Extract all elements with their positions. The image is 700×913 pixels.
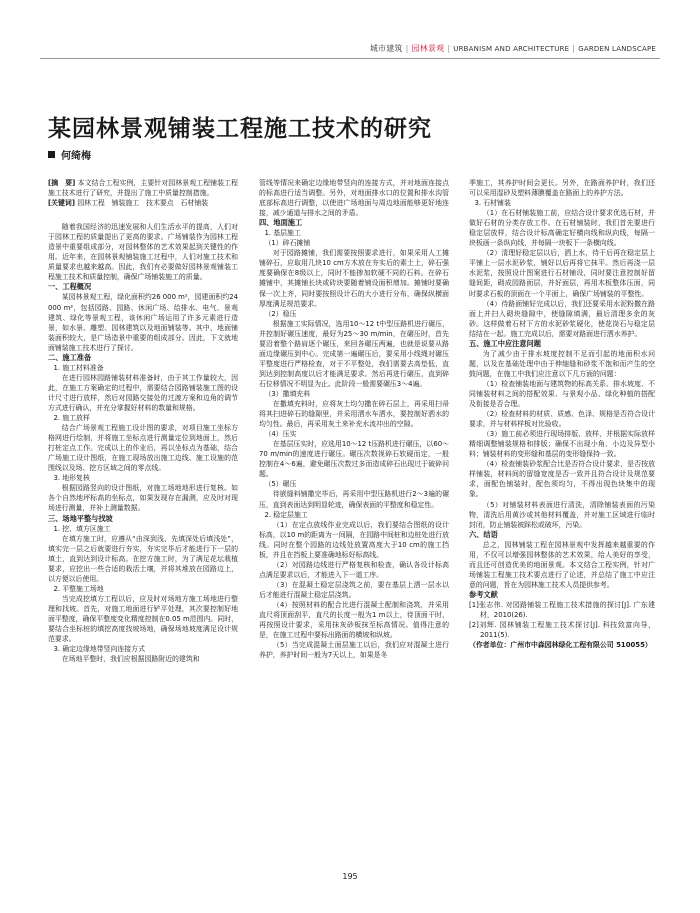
paragraph: （2）检查材料的材质、质感、色泽、规格是否符合设计要求，并与材料样板对比验收。 xyxy=(469,410,655,429)
subsection-heading: 3. 石材铺装 xyxy=(474,199,511,208)
column-1 xyxy=(48,178,238,868)
abstract-label: [摘 要] xyxy=(48,179,76,187)
paragraph: 在撒填充料时，应将灰土均匀撒在碎石层上，再采用扫帚将其扫进碎石的缝隙里，并采用洒水车洒水，要控制好洒水的均匀性。最后，再采用灰土来补充水流冲出的空隙。 xyxy=(259,400,449,429)
subsection-heading: （5）碾压 xyxy=(264,480,297,489)
reference-item: [1]张志伟. 对园路铺装工程施工技术措施的探讨[J]. 广东建材，2010(26). xyxy=(469,600,655,620)
author-name: 何绮梅 xyxy=(61,151,91,162)
section-heading: 六、结语 xyxy=(469,529,498,539)
subsection-heading: 3. 地形复核 xyxy=(53,474,90,483)
paragraph: 某园林景观工程，绿化面积约26 000 m²，园建面积约24 000 m²，包括园路、园路、休闲广场、给排水、电气、景观建筑、绿化等景观工程，该休闲广场运用了许多元素进行造景，如水景、雕塑、园林建筑以及地面铺装等。其中，地面铺装面积较大，是广场造景中重要的组成部分。因此，下文就地面铺装施工技术进行了探讨。 xyxy=(48,293,238,352)
subsection-heading: （1）碎石摊铺 xyxy=(264,239,311,248)
paragraph: （5）当完成混凝土面层施工以后，我们应对混凝土进行养护，养护时间一般为7天以上，如果是冬 xyxy=(259,641,449,660)
subsection-heading: 2. 稳定层施工 xyxy=(264,510,308,519)
paragraph: 在填方施工时，应遵从“由深到浅、先填深处后填浅处”，填实完一层之后就要进行夯实，夯实完毕后才能进行下一层的填土，直到达到设计标高。在挖方施工时，为了满足花坛栽植要求，应挖出一些合适的栽活土壤，并将其堆放在园路边上，以方便以后使用。 xyxy=(48,534,238,583)
article-title: 某园林景观铺装工程施工技术的研究 xyxy=(48,116,432,143)
paragraph: 随着我国经济的迅速发展和人们生活水平的提高，人们对于园林工程的质量提出了更高的要求。广场铺装作为园林工程造景中重要组成部分，对园林整体的艺术效果起到关键性的作用。近年来，在园林景观铺装施工过程中，人们对施工技术和质量要求也越来越高。因此，我们有必要做好园林景观铺装工程施工技术和质量控制，确保广场铺装施工的质量。 xyxy=(48,223,238,282)
section-heading: 三、场地平整与找坡 xyxy=(48,513,113,523)
running-header: 城市建筑 | 园林景观 | URBANISM AND ARCHITECTURE | GARDEN LANDSCAPE xyxy=(369,44,656,53)
paragraph: （4）待路面铺好完成以后，我们还要采用水泥粉撒在路面上并扫入砌块缝隙中，使缝隙填满，最后清理多余的灰砂。这样做着石材下方的水泥砂浆硬化，使花岗石与稳定层结结在一起。施工完成以后，需要对路面进行洒水养护。 xyxy=(469,299,655,338)
subsection-heading: （2）稳压 xyxy=(264,309,297,318)
subsection-heading: 2. 平整施工场地 xyxy=(53,584,104,593)
subsection-heading: （3）撒填充料 xyxy=(264,389,311,398)
paragraph: （1）在石材铺装施工前，应结合设计要求优选石材，并做好石材的分类存放工作。在石材铺装时，我们首先要进行稳定层放样，结合设计标高确定好横向线和纵向线，每隔一块板画一条纵向线，并每隔一块板下一条横向线。 xyxy=(469,209,655,248)
paragraph: （5）对铺装材料表面进行清洗，清除铺装表面的污染物，清洗后用黄沙或其他材料覆盖，并对施工区域进行临时封闭，防止铺装被踩松或破坏，污染。 xyxy=(469,500,655,529)
paragraph: （3）在混凝土稳定层浇筑之前，要在基层上洒一层水以后才能进行混凝土稳定层浇筑。 xyxy=(259,580,449,599)
paragraph: （1）在定点放线作业完成以后，我们要结合图纸的设计标高，以10 m的距离为一间隔，在园路中间桩和边桩处进行放线。同时在整个园路的边线处放置高度大于10 cm的施工挡板，并且在挡板上要准确地标好标高线。 xyxy=(259,520,449,559)
paragraph: 为了减少由于排水坡度控制不足而引起的地面积水问题，以及在基础处理中由于伸缩缝和砂浆不饱和而产生的空鼓问题，在施工中我们应注意以下几方面的问题： xyxy=(469,349,655,378)
author-line xyxy=(48,147,91,162)
author-bullet xyxy=(48,151,55,158)
column-2-body xyxy=(259,178,449,660)
paragraph: 根据施工实际情况，选用10～12 t中型压路机进行碾压，并控制好碾压速度，最好为25～30 m/min，在碾压时，首先要沿着整个路肩逐个碾压，来回各碾压两遍，也就是说要从路面边缘碾压到中心。完成第一遍碾压后，要采用小线绳对碾压平整度进行严格检查，对于不平整处，我们需要去高垫低，直到达到控制高度以后才能满足要求。然后再进行碾压，直到碎石位移情况不明显为止。此阶段一般需要碾压3～4遍。 xyxy=(259,319,449,388)
paragraph: （3）施工前必须进行现场排版、放样，并根据实际放样精细调整铺装规格和排版；确保不出现小角、小边及异型小料；铺装材料的变形缝和基层的变形缝保持一致。 xyxy=(469,430,655,459)
abstract-text: 本文结合工程实例，主要针对园林景观工程铺装工程施工技术进行了研究，并提出了施工中质量控制措施。 xyxy=(48,179,238,198)
keywords-label: [关键词] xyxy=(48,199,75,208)
author-affiliation: （作者单位：广州市中森园林绿化工程有限公司 510055） xyxy=(469,641,652,650)
column-1-body xyxy=(48,222,238,664)
subsection-heading: 1. 挖、填方区施工 xyxy=(53,524,111,533)
keywords-text: 园林工程 铺装施工 技术要点 石材铺装 xyxy=(77,199,209,208)
column-3 xyxy=(469,178,655,868)
paragraph: 季施工，其养护时间会更长。另外，在路面养护时，我们还可以采用湿砂及塑料薄膜覆盖在路面上的养护方法。 xyxy=(469,179,655,198)
subsection-heading: 3. 确定边缘地带竖向连接方式 xyxy=(53,645,145,654)
section-heading: 一、工程概况 xyxy=(48,282,92,292)
reference-item: [2]刘辉. 园林铺装工程施工技术探讨[J]. 科技致富向导，2011(5). xyxy=(469,621,655,640)
paragraph: 在进行园林园路铺装材料准备时，由于其工作量较大，因此，在施工方案确定的过程中，需要结合园路铺装施工图的设计尺寸进行放样，然后对园路交接处的过渡方案和边角的调节方式进行确认，并充分掌握好材料的数量和规格。 xyxy=(48,373,238,412)
paragraph: 在场地平整时，我们应根据园路附近的建筑和 xyxy=(61,655,200,664)
section-heading: 五、施工中应注意问题 xyxy=(469,338,541,348)
subsection-heading: （4）压实 xyxy=(264,430,297,439)
paragraph: 对于园路摊铺，我们需要按照要求进行，如果采用人工摊铺碎石，应取用几块10 cm方木放在夯实后的素土上，碎石强度要确保在8级以上，同时不能掺加软硬不同的石料。在碎石摊铺中，其摊铺长块或砖块要随着铺设面积增加。摊铺时要确保一次上齐，同时要按照设计石的大小进行分布，确保纵横面厚度满足规范要求。 xyxy=(259,249,449,308)
subsection-heading: 1. 基层施工 xyxy=(264,229,301,238)
abstract xyxy=(48,178,238,198)
paragraph: 管线等情况来确定边缘地带竖向的连接方式，并对地面连接点的标高进行适当调整。另外，对地面排水口的位置和排水沟管底部标高进行调整，以使进广场地面与周边地面能够更好地连接，减少通道与排水之间的矛盾。 xyxy=(259,179,449,218)
subsection-heading: 2. 施工放样 xyxy=(53,414,90,423)
paragraph: 在基层压实时，应选用10～12 t压路机进行碾压，以60～70 m/min的速度进行碾压。碾压次数视碎石软硬而定，一般控制在4～6遍，避免碾压次数过多而造成碎石出现过于破碎问题。 xyxy=(259,440,449,479)
section-heading: 二、施工准备 xyxy=(48,352,92,362)
paragraph: （1）检查铺装地面与建筑物的标高关系、排水坡度、不同铺装材料之间的搭配效果、与景观小品、绿化种植的搭配及衔接是否合理。 xyxy=(469,379,655,409)
section-heading: 四、地面施工 xyxy=(259,218,303,228)
section-heading: 参考文献 xyxy=(469,589,498,599)
header-en1: URBANISM AND ARCHITECTURE xyxy=(453,45,570,53)
header-section: 园林景观 xyxy=(411,44,445,53)
page-number: 195 xyxy=(342,872,358,881)
paragraph: 根据园路竖向的设计图纸，对施工场地地形进行复核。如各个自然地坪标高的坐标点，如果发现存在漏测，应及时对现场进行测量，并补上测量数据。 xyxy=(48,484,238,513)
paragraph: （2）清理好稳定层以后，洒上水，待干后再在稳定层上平铺上一层水泥砂浆，铺好以后再将它抹平。然后再浇一层水泥浆，按照设计图案进行石材铺设，同时要注意控制好留缝间距，砌成园路面层，并好面层，再用木板整体压面，同时要求石板的顶面在一个平面上，确保广场铺装的平整性。 xyxy=(469,249,655,298)
keywords xyxy=(48,198,238,208)
paragraph: （4）检查铺装砂浆配合比是否符合设计要求，是否按放样铺装，材料间的留缝宽度是否一致并且符合设计及规范要求，面配色铺装时，配色须均匀，不得出现色块集中的现象。 xyxy=(469,460,655,499)
paragraph: 结合广场景观工程施工设计图的要求，对项目施工坐标方格网进行绘制，并将施工坐标点进行测量定位到地面上，然后打桩定点工作。完成以上的作业后，再以坐标点为基础，结合广场施工设计图纸，在施工现场放出施工边线、施工设施的范围线以及场、挖方区域之间的零点线。 xyxy=(48,424,238,473)
column-2 xyxy=(259,178,449,868)
column-3-body xyxy=(469,178,655,650)
subsection-heading: 1. 施工材料准备 xyxy=(53,363,104,372)
header-rule xyxy=(40,58,660,59)
paragraph: （2）对园路边线进行严格复核和检查，确认各设计标高点满足要求以后，才能进入下一道工序。 xyxy=(259,560,449,579)
header-en2: GARDEN LANDSCAPE xyxy=(578,45,656,53)
header-left: 城市建筑 xyxy=(369,44,403,53)
paragraph: （4）按照材料的配合比进行混凝土配制和浇筑，并采用直尺将顶面刮平，直尺的长度一般为1 m以上，待顶面干时，再按照设计要求，采用抹灰砂板抹至标高情况。值得注意的是，在施工过程中要标出路面的横坡和纵坡。 xyxy=(259,600,449,640)
paragraph: 当完成挖填方工程以后，应及时对场地方施工场地进行整理和找坡。首先，对施工地面进行铲平处理，其次要控制好地面平整度，确保平整度变化精度控制在0.05 m范围内。同时，要结合坐标桩的填挖高度找坡场地，确保场地坡度满足设计规范要求。 xyxy=(48,594,238,644)
paragraph: 总之，园林铺装工程在园林景观中发挥越来越重要的作用，不仅可以增强园林整体的艺术效果，给人美好的享受，而且还可创造优美的地面景观。本文结合工程实例，针对广场铺装工程施工技术要点进行了论述，并总结了施工中应注意的问题，旨在为园林施工技术人员提供参考。 xyxy=(469,540,655,589)
paragraph: 待嵌缝料铺撒完毕后，再采用中型压路机进行2～3遍的碾压，直到表面达到明显轮迹，确保表面的平整度和稳定性。 xyxy=(259,490,449,509)
